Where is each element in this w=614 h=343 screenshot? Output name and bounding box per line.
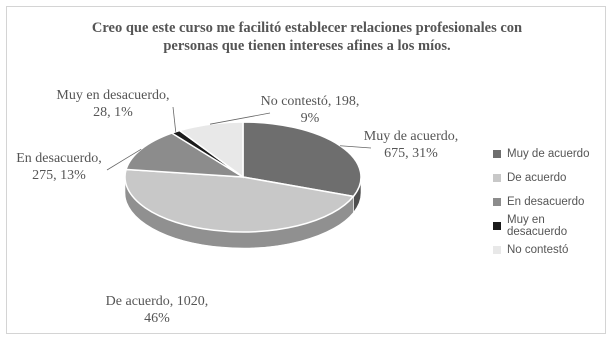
- legend-item-muy-en-desacuerdo: [493, 214, 605, 238]
- legend-swatch: [493, 174, 501, 182]
- legend-swatch: [493, 198, 501, 206]
- legend-label: Muy de acuerdo: [507, 148, 590, 160]
- legend-item-muy-de-acuerdo: [493, 142, 605, 166]
- legend: [493, 142, 605, 262]
- leader-line: [340, 146, 371, 148]
- data-label-line: De acuerdo, 1020,: [105, 294, 209, 309]
- legend-label: No contestó: [507, 244, 569, 256]
- legend-label: Muy en desacuerdo: [507, 214, 568, 238]
- data-label-de-acuerdo: [106, 294, 209, 326]
- legend-label: En desacuerdo: [507, 196, 585, 208]
- legend-item-de-acuerdo: [493, 166, 605, 190]
- data-label-line: Muy de acuerdo,: [363, 129, 459, 144]
- data-label-no-contestó: [261, 94, 360, 126]
- chart-title-line-2: personas que tienen intereses afines a los míos.: [163, 38, 451, 54]
- data-label-line: En desacuerdo,: [16, 151, 102, 166]
- chart-frame: [6, 6, 606, 334]
- data-label-muy-en-desacuerdo: [56, 88, 169, 120]
- data-label-line: Muy en desacuerdo,: [56, 88, 170, 103]
- data-label-line: 675, 31%: [384, 146, 438, 161]
- legend-swatch: [493, 246, 501, 254]
- data-label-line: 9%: [300, 111, 320, 126]
- legend-item-en-desacuerdo: [493, 190, 605, 214]
- data-label-line: 275, 13%: [32, 168, 86, 183]
- chart-title-line-1: Creo que este curso me facilitó establecer relaciones profesionales con: [91, 20, 523, 36]
- data-label-line: 28, 1%: [93, 105, 133, 120]
- data-label-line: No contestó, 198,: [260, 94, 360, 109]
- legend-item-no-contesto: [493, 238, 605, 262]
- data-label-line: 46%: [144, 311, 170, 326]
- pie-tops: [125, 122, 361, 232]
- legend-label: De acuerdo: [507, 172, 567, 184]
- data-label-en-desacuerdo: [16, 151, 102, 183]
- data-label-muy-de-acuerdo: [364, 129, 458, 161]
- legend-swatch: [493, 222, 501, 230]
- leader-line: [173, 107, 176, 132]
- legend-swatch: [493, 150, 501, 158]
